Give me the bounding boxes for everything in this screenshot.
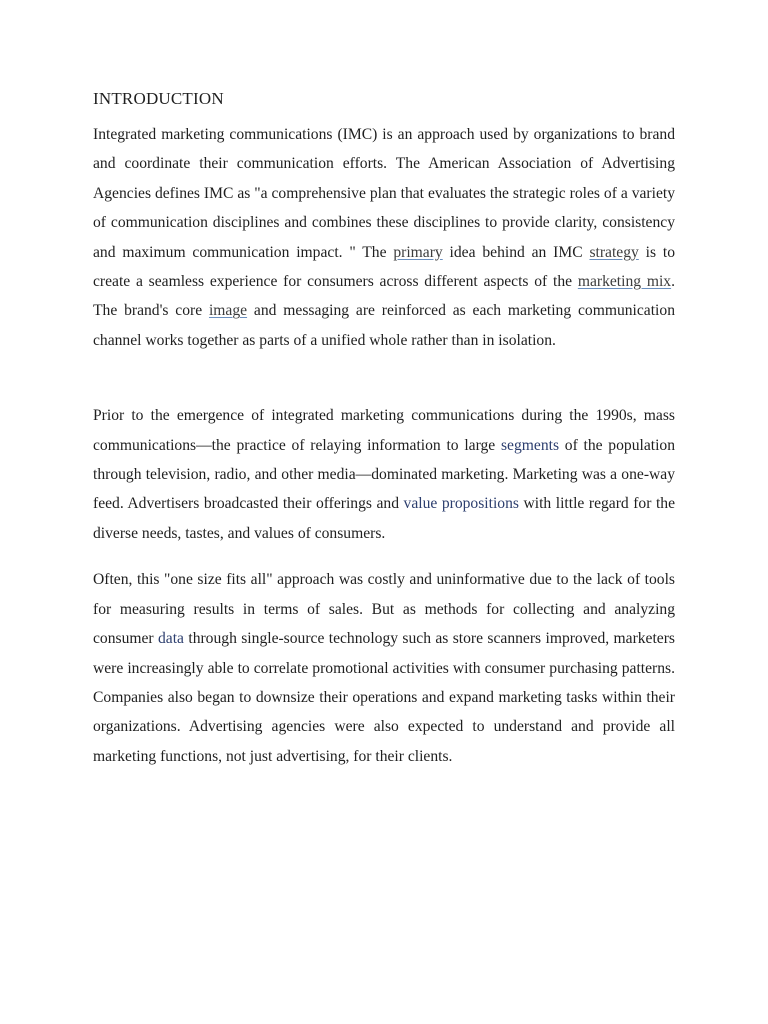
keyword-value-propositions: value propositions [403,495,519,513]
keyword-segments: segments [500,436,560,454]
paragraph-history [93,401,675,548]
link-marketing-mix[interactable]: marketing mix [577,273,672,291]
paragraph-text: and messaging are reinforced as each marketing communication channel works together as parts of a unified whole rather than in isolation. [93,302,675,349]
paragraph-text: through single-source technology such as store scanners improved, marketers were increasingly able to correlate promotional activities with consumer purchasing patterns. Companies also began to downsize their operations and expand marketing tasks within their organizations. Advertising agencies were also expected to understand and provide all marketing functions, not just advertising, for their clients. [93,630,675,765]
link-strategy[interactable]: strategy [589,243,639,261]
document-body [93,88,675,771]
paragraph-text: with little regard for the diverse needs, tastes, and values of consumers. [93,495,676,542]
paragraph-text: Integrated marketing communications (IMC) is an approach used by organizations to brand and coordinate their communication efforts. The American Association of Advertising Agencies defines IMC as "a comprehensive plan that evaluates the strategic roles of a variety of communication disciplines and combines these disciplines to provide clarity, consistency and maximum communication impact. " The [93,126,675,261]
paragraph-evolution [93,565,675,771]
link-primary[interactable]: primary [393,243,443,261]
paragraph-text: of the population through television, radio, and other media—dominated marketing. Marketing was a one-way feed. Advertisers broadcasted their offerings and [93,436,676,513]
paragraph-text: Often, this "one size fits all" approach was costly and uninformative due to the lack of tools for measuring results in terms of sales. But as methods for collecting and analyzing consumer [93,571,675,648]
paragraph-text: is to create a seamless experience for consumers across different aspects of the [93,243,676,291]
keyword-data: data [158,630,184,648]
paragraph-text: Prior to the emergence of integrated marketing communications during the 1990s, mass communications—the practice of relaying information to large [93,407,675,454]
paragraph-text: idea behind an IMC [442,243,590,261]
section-heading: INTRODUCTION [93,89,224,108]
paragraph-text: . The brand's core [93,273,675,320]
paragraph-imc-definition [93,120,675,355]
link-image[interactable]: image [208,302,248,320]
